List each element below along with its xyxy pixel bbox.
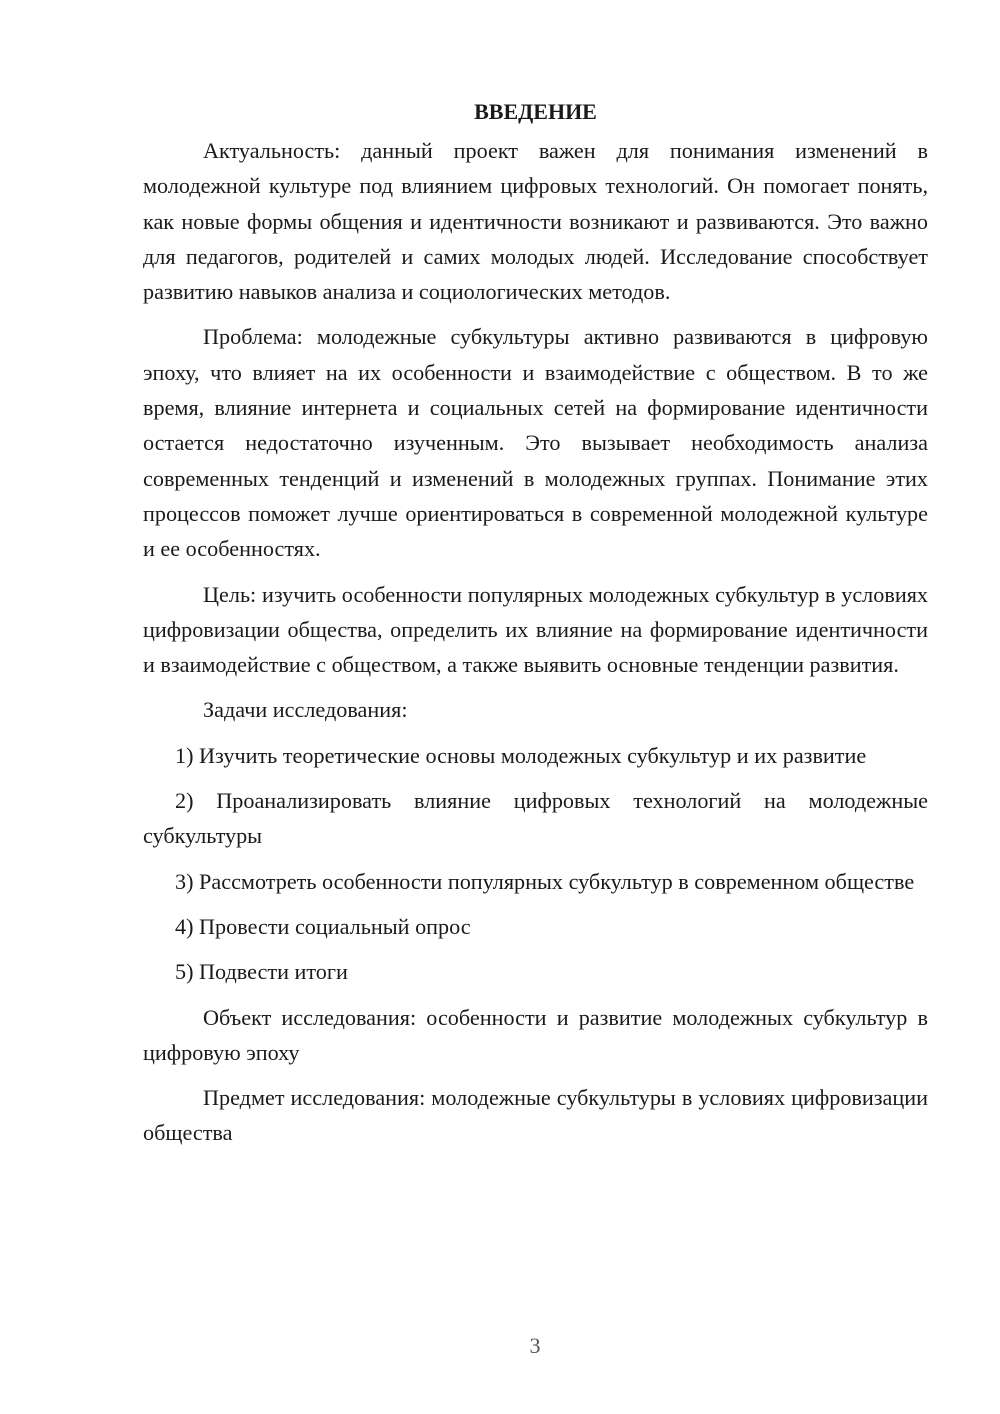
page-title: ВВЕДЕНИЕ (474, 99, 597, 124)
tasks-heading: Задачи исследования: (203, 697, 408, 723)
page-content (143, 94, 928, 1151)
object-paragraph: Объект исследования: особенности и развитие молодежных субкультур в цифровую эпоху (143, 1004, 928, 1065)
task-item: 2) Проанализировать влияние цифровых технологий на молодежные субкультуры (143, 788, 928, 849)
task-item: 3) Рассмотреть особенности популярных субкультур в современном обществе (175, 868, 915, 894)
problem-paragraph: Проблема: молодежные субкультуры активно развиваются в цифровую эпоху, что влияет на их особенности и взаимодействие с обществом. В то же время, влияние интернета и социальных сетей на формирование идентичности остается недостаточно изученным. Это вызывает необходимость анализа современных тенденций и изменений в молодежных группах. Понимание этих процессов поможет лучше ориентироваться в современной молодежной культуре и ее особенностях. (143, 324, 928, 562)
subject-paragraph: Предмет исследования: молодежные субкультуры в условиях цифровизации общества (143, 1085, 928, 1146)
page-number: 3 (529, 1333, 541, 1358)
task-item: 4) Провести социальный опрос (175, 913, 471, 939)
goal-paragraph: Цель: изучить особенности популярных молодежных субкультур в условиях цифровизации общества, определить их влияние на формирование идентичности и взаимодействие с обществом, а также выявить основные тенденции развития. (143, 581, 928, 678)
relevance-paragraph: Актуальность: данный проект важен для понимания изменений в молодежной культуре под влиянием цифровых технологий. Он помогает понять, как новые формы общения и идентичности возникают и развиваются. Это важно для педагогов, родителей и самих молодых людей. Исследование способствует развитию навыков анализа и социологических методов. (143, 138, 928, 305)
task-item: 1) Изучить теоретические основы молодежных субкультур и их развитие (175, 742, 867, 768)
task-item: 5) Подвести итоги (175, 959, 348, 985)
